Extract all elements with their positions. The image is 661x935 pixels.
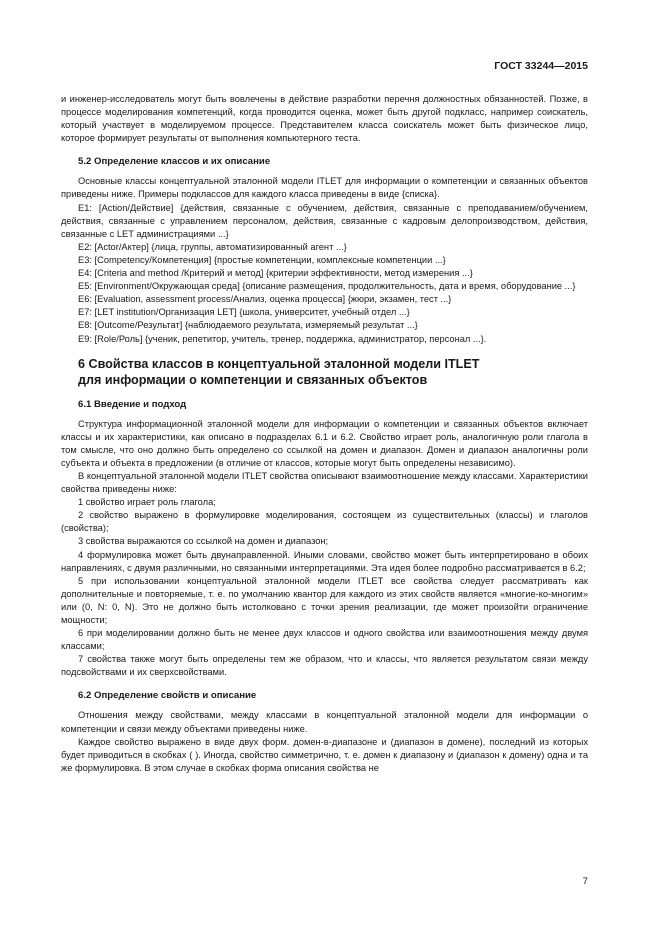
section-5-2-heading: 5.2 Определение классов и их описание: [78, 156, 271, 168]
section-6-1-paragraph-1: Структура информационной эталонной модели для информации о компетенции и связанных объектов включает классы и их характеристики, как описано в подразделах 6.1 и 6.2. Свойство играет роль, аналогичную роли глагола в том смысле, что оно должно быть определено со ссылкой на домен и диапазон. Домен и диапазон аналогичны роли субъекта и объекта в предложении (в отличие от классов, которые могут быть определены независимо).: [61, 418, 588, 468]
section-6-heading: [61, 356, 588, 388]
class-item-e1: E1: [Action/Действие] {действия, связанные с обучением, действия, связанные с преподаванием/обучением, действия, связанные с управлением персоналом, действия, связанные с кадровым делопроизводством, действия, связанные с LET администрациями ...}: [61, 202, 588, 239]
property-item-3: 3 свойства выражаются со ссылкой на домен и диапазон;: [78, 536, 329, 547]
class-item-e3: E3: [Competency/Компетенция] {простые компетенции, комплексные компетенции ...}: [78, 254, 446, 265]
property-item-6: 6 при моделировании должно быть не менее двух классов и одного свойства или взаимоотношения между двумя классами;: [61, 628, 588, 652]
document-number: ГОСТ 33244—2015: [494, 60, 588, 72]
property-item-4: 4 формулировка может быть двунаправленной. Иными словами, свойство может быть интерпретировано в обоих направлениях, с двумя различными, но связанными интерпретациями. Эта идея более подробно рассматривается в 6.2;: [61, 549, 588, 573]
page-body: [61, 93, 588, 775]
section-6-2-paragraph-1: Отношения между свойствами, между классами в концептуальной эталонной модели для информации о компетенции и связи между объектами приведены ниже.: [61, 710, 588, 734]
class-item-e8: E8: [Outcome/Результат] {наблюдаемого результата, измеряемый результат ...}: [78, 320, 418, 331]
section-6-heading-line1: 6 Свойства классов в концептуальной эталонной модели ITLET: [78, 356, 480, 371]
section-5-2-intro: Основные классы концептуальной эталонной модели ITLET для информации о компетенции и связанных объектов приведены ниже. Примеры подклассов для каждого класса приведены в виде {списка}.: [61, 176, 588, 200]
class-item-e4: E4: [Criteria and method /Критерий и метод] {критерии эффективности, метод измерения ...}: [78, 268, 473, 279]
page-number: 7: [582, 876, 588, 887]
section-6-2-paragraph-2: Каждое свойство выражено в виде двух форм. домен-в-диапазоне и (диапазон в домене), последний из которых будет приводиться в скобках ( ). Иногда, свойство симметрично, т. е. домен к диапазону и (диапазон к домену) одна и та же формулировка. В этом случае в скобках форма описания свойства не: [61, 736, 588, 773]
class-item-e9: E9: [Role/Роль] {ученик, репетитор, учитель, тренер, поддержка, администратор, персонал ...}.: [78, 333, 487, 344]
continued-paragraph: и инженер-исследователь могут быть вовлечены в действие разработки перечня должностных обязанностей. Позже, в процессе моделирования компетенций, когда проводится оценка, может быть другой подкласс, например соискатель, который участвует в моделируемом процессе. Представителем класса соискатель может быть физическое лицо, которое формирует результаты от выполнения компьютерного теста.: [61, 94, 588, 144]
class-item-e5: E5: [Environment/Окружающая среда] {описание размещения, продолжительность, дата и время, оборудование ...}: [78, 281, 576, 292]
section-6-heading-line2: для информации о компетенции и связанных объектов: [78, 372, 428, 387]
class-item-e7: E7: [LET institution/Организация LET] {школа, университет, учебный отдел ...}: [78, 307, 410, 318]
class-item-e6: E6: [Evaluation, assessment process/Анализ, оценка процесса] {жюри, экзамен, тест ...}: [78, 294, 452, 305]
property-item-2: 2 свойство выражено в формулировке моделирования, состоящем из существительных (классы) и глаголов (свойства);: [61, 510, 588, 534]
section-6-2-heading: 6.2 Определение свойств и описание: [78, 690, 257, 702]
class-item-e2: E2: [Actor/Актер] {лица, группы, автоматизированный агент ...}: [78, 241, 347, 252]
section-6-1-paragraph-2: В концептуальной эталонной модели ITLET свойства описывают взаимоотношение между классами. Характеристики свойства приведены ниже:: [61, 470, 588, 495]
property-item-1: 1 свойство играет роль глагола;: [78, 497, 216, 508]
property-item-5: 5 при использовании концептуальной эталонной модели ITLET все свойства следует рассматривать как дополнительные и повторяемые, т. е. по умолчанию квантор для каждого из этих свойств является «многие-ко-многим» или (0, N: 0, N). Это не должно быть истолковано с точки зрения реализации, где может произойти ограничение мощности;: [61, 575, 588, 625]
property-item-7: 7 свойства также могут быть определены тем же образом, что и классы, что является результатом связи между подсвойствами и их сверхсвойствами.: [61, 654, 588, 678]
section-6-1-heading: 6.1 Введение и подход: [78, 398, 187, 410]
